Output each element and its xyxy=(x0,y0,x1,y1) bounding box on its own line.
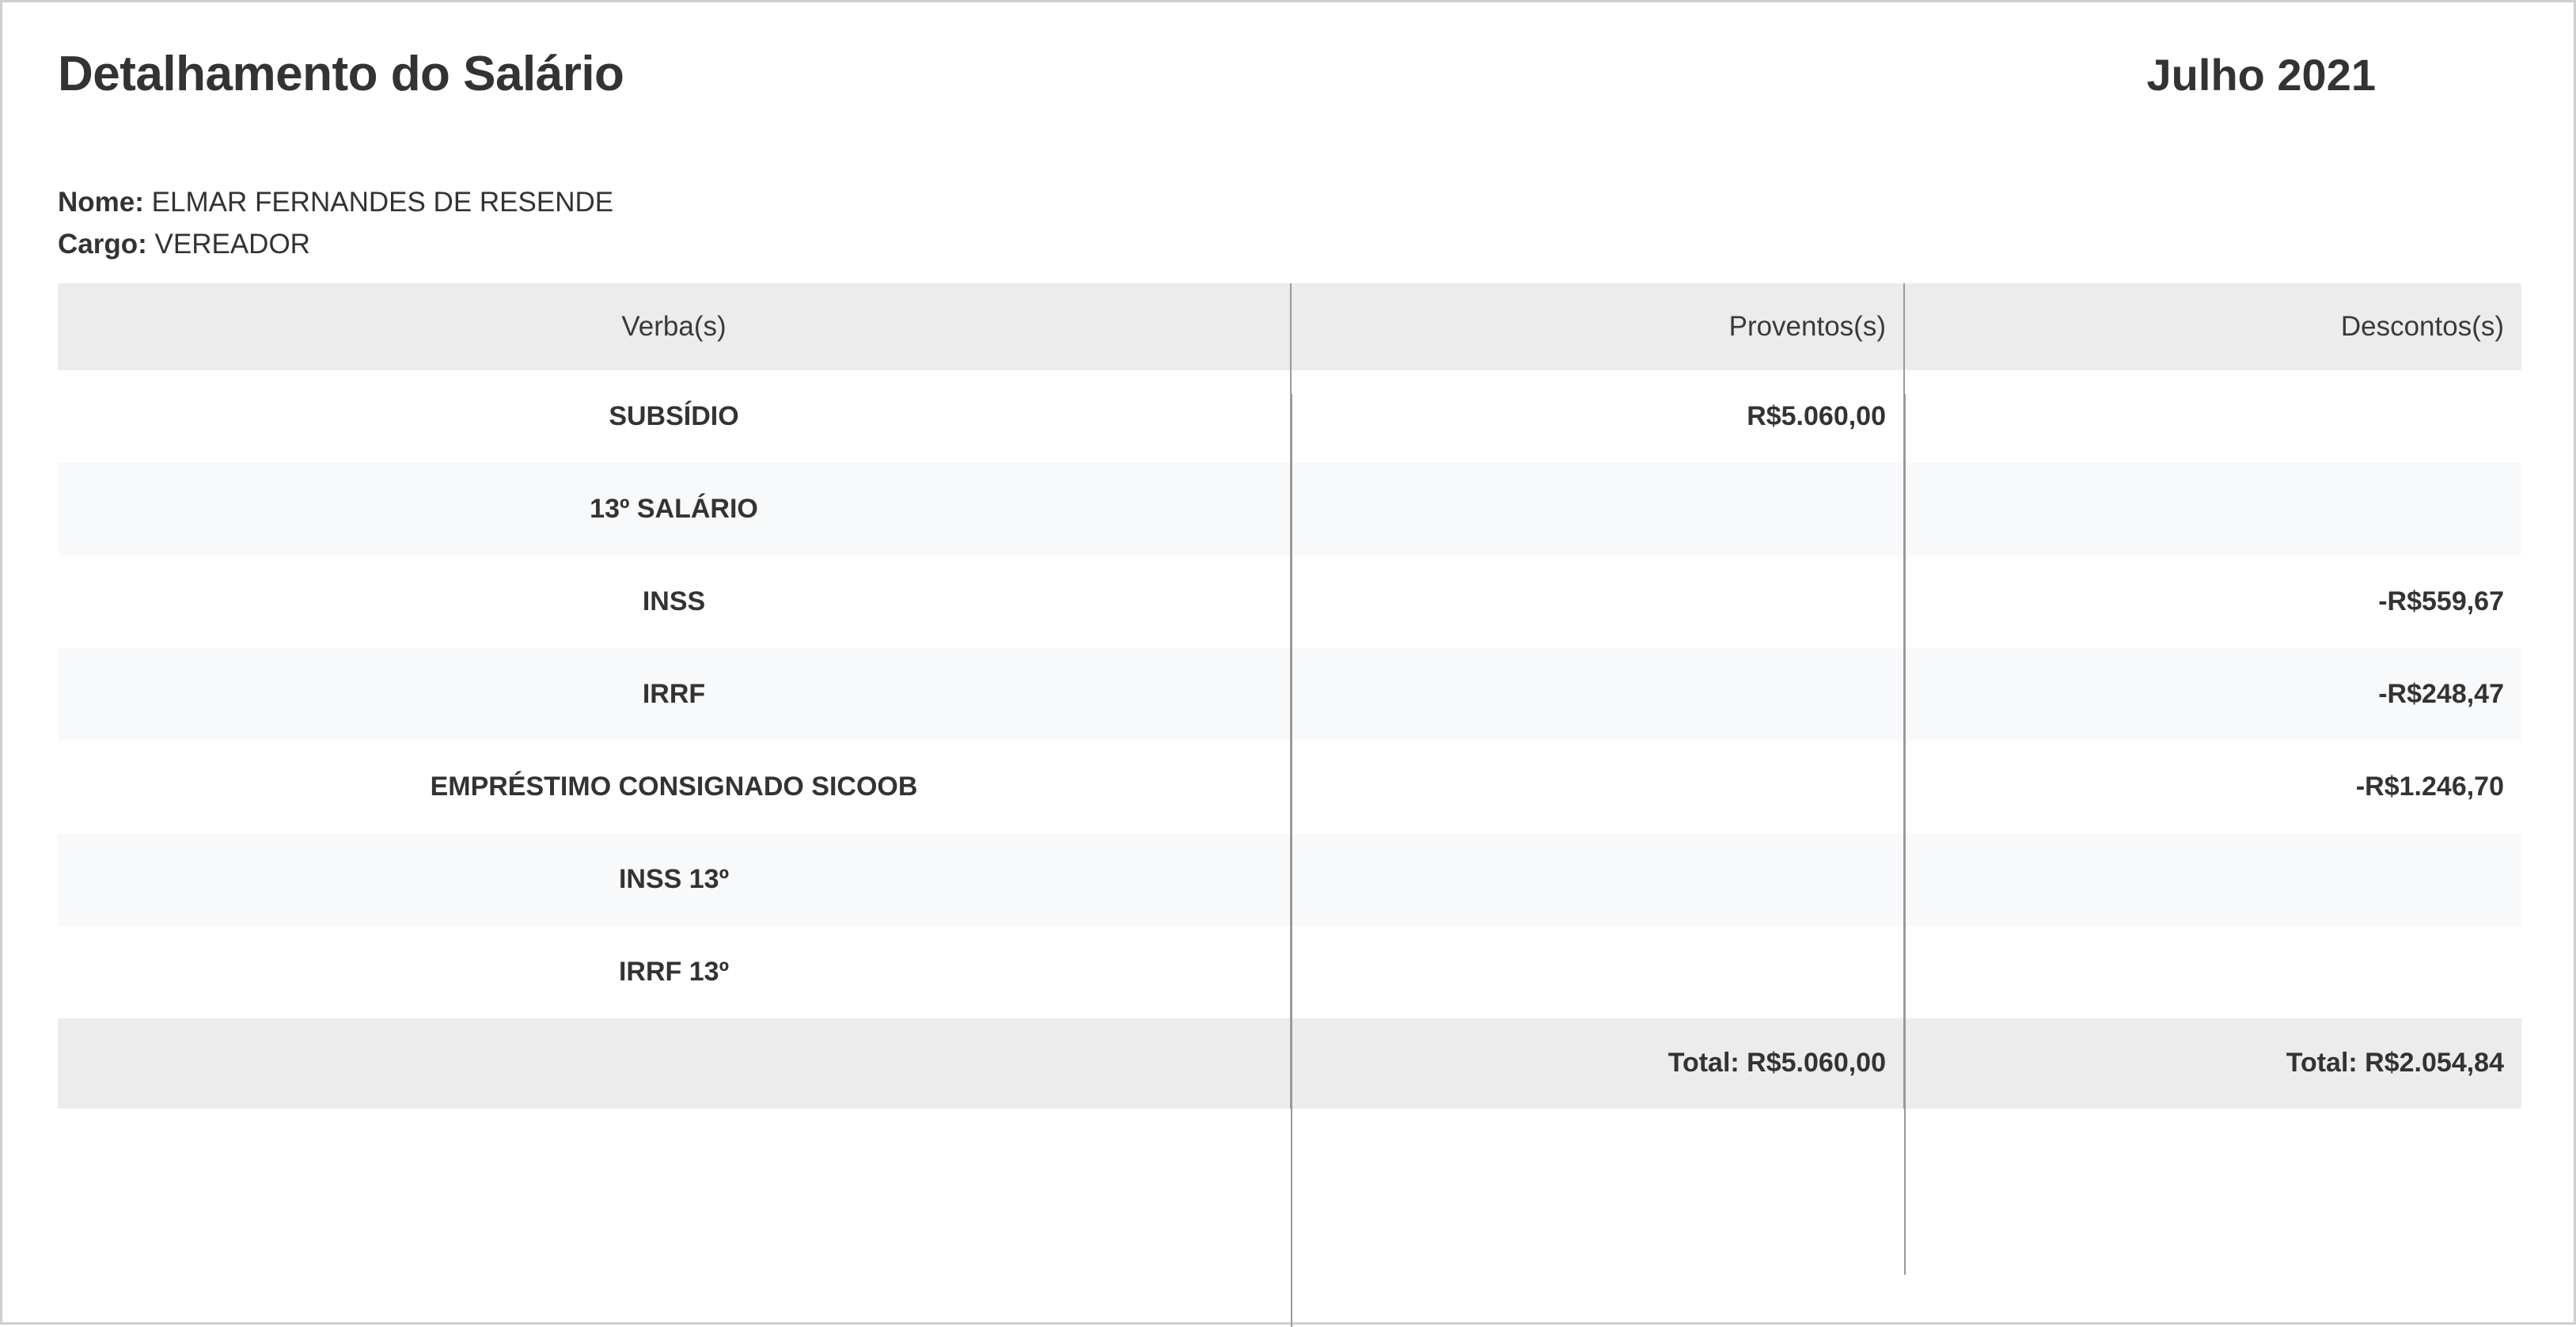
table-row xyxy=(58,741,2521,833)
row-proventos xyxy=(1291,648,1904,741)
employee-name-label: Nome: xyxy=(58,187,144,218)
row-descontos: -R$1.246,70 xyxy=(1904,741,2521,833)
row-descontos: -R$559,67 xyxy=(1904,555,2521,648)
page-title: Detalhamento do Salário xyxy=(58,47,624,101)
employee-name-value: ELMAR FERNANDES DE RESENDE xyxy=(151,187,614,218)
row-descontos xyxy=(1904,833,2521,926)
row-verba: IRRF 13º xyxy=(58,926,1291,1018)
row-verba: EMPRÉSTIMO CONSIGNADO SICOOB xyxy=(58,741,1291,833)
row-proventos xyxy=(1291,926,1904,1018)
row-proventos: R$5.060,00 xyxy=(1291,370,1904,463)
employee-name-row xyxy=(58,185,2518,221)
row-descontos xyxy=(1904,370,2521,463)
salary-table-head xyxy=(58,283,2521,370)
employee-role-row xyxy=(58,227,2518,263)
table-row xyxy=(58,648,2521,741)
employee-role-value: VEREADOR xyxy=(154,228,310,260)
row-verba: INSS xyxy=(58,555,1291,648)
employee-info xyxy=(58,185,2518,263)
total-verba xyxy=(58,1018,1291,1109)
salary-table xyxy=(58,283,2521,1109)
row-descontos xyxy=(1904,926,2521,1018)
table-row xyxy=(58,555,2521,648)
column-header-proventos: Proventos(s) xyxy=(1291,283,1904,370)
total-descontos: Total: R$2.054,84 xyxy=(1904,1018,2521,1109)
row-verba: 13º SALÁRIO xyxy=(58,463,1291,555)
row-proventos xyxy=(1291,555,1904,648)
row-proventos xyxy=(1291,463,1904,555)
row-proventos xyxy=(1291,741,1904,833)
row-verba: SUBSÍDIO xyxy=(58,370,1291,463)
salary-table-body xyxy=(58,370,2521,1109)
row-descontos xyxy=(1904,463,2521,555)
employee-role-label: Cargo: xyxy=(58,228,147,260)
table-row xyxy=(58,833,2521,926)
row-proventos xyxy=(1291,833,1904,926)
column-divider-1 xyxy=(1291,394,1292,1327)
table-row xyxy=(58,370,2521,463)
page-content xyxy=(58,2,2518,1322)
column-header-descontos: Descontos(s) xyxy=(1904,283,2521,370)
column-divider-2 xyxy=(1904,394,1906,1275)
total-proventos: Total: R$5.060,00 xyxy=(1291,1018,1904,1109)
row-verba: IRRF xyxy=(58,648,1291,741)
row-descontos: -R$248,47 xyxy=(1904,648,2521,741)
table-row xyxy=(58,463,2521,555)
table-row xyxy=(58,926,2521,1018)
column-header-verbas: Verba(s) xyxy=(58,283,1291,370)
period-label: Julho 2021 xyxy=(2146,50,2376,100)
table-total-row xyxy=(58,1018,2521,1109)
row-verba: INSS 13º xyxy=(58,833,1291,926)
table-header-row xyxy=(58,283,2521,370)
page-header xyxy=(58,2,2518,102)
